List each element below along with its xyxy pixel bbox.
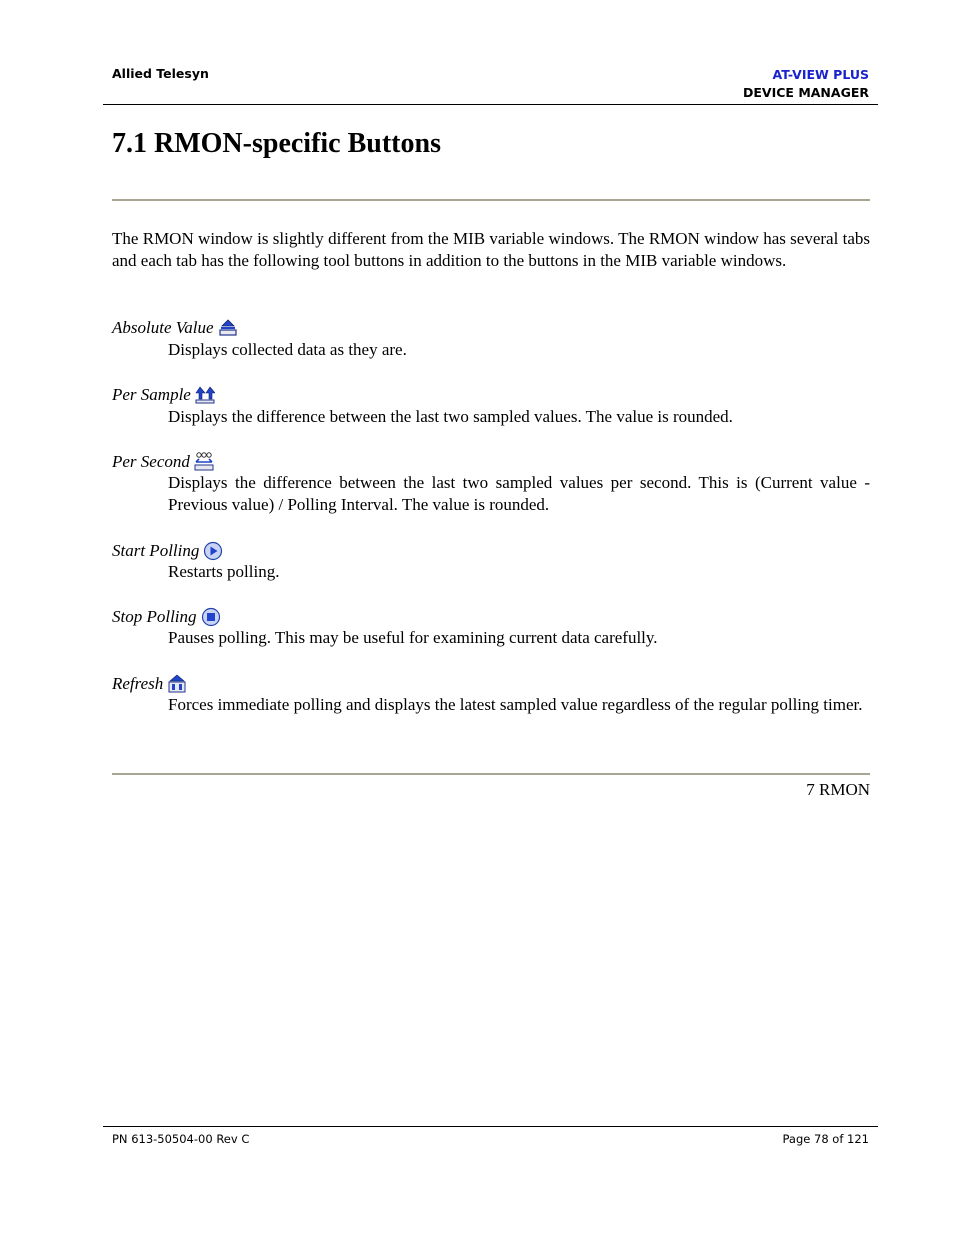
desc-absolute-value: Displays collected data as they are.	[168, 340, 407, 359]
term-per-second	[112, 451, 214, 472]
desc-stop-polling: Pauses polling. This may be useful for examining current data carefully.	[168, 628, 658, 647]
term-label: Stop Polling	[112, 607, 197, 626]
section-rule	[112, 773, 870, 775]
term-stop-polling	[112, 606, 221, 627]
term-label: Start Polling	[112, 541, 200, 560]
term-label: Per Second	[112, 452, 190, 471]
term-per-sample	[112, 384, 215, 405]
desc-per-sample: Displays the difference between the last two sampled values. The value is rounded.	[168, 407, 733, 426]
refresh-icon	[167, 674, 187, 694]
stop-polling-icon	[201, 607, 221, 627]
header-company: Allied Telesyn	[112, 66, 209, 81]
term-start-polling	[112, 540, 223, 561]
header-section: DEVICE MANAGER	[743, 85, 869, 100]
desc-start-polling: Restarts polling.	[168, 562, 280, 581]
desc-refresh: Forces immediate polling and displays the latest sampled value regardless of the regular polling timer.	[168, 695, 863, 714]
footer-page-number: Page 78 of 121	[782, 1132, 869, 1146]
per-sample-icon	[195, 385, 215, 405]
page-title: 7.1 RMON-specific Buttons	[112, 128, 441, 159]
header-product: AT-VIEW PLUS	[772, 67, 869, 82]
header-rule	[103, 104, 878, 105]
section-label: 7 RMON	[806, 780, 870, 799]
title-rule	[112, 199, 870, 201]
absolute-value-icon	[218, 318, 238, 338]
header-right	[743, 66, 869, 102]
desc-per-second: Displays the difference between the last two sampled values per second. This is (Current value - Previous value) / Polling Interval. The value is rounded.	[168, 473, 870, 514]
per-second-icon	[194, 452, 214, 472]
term-label: Per Sample	[112, 385, 191, 404]
term-absolute-value	[112, 317, 238, 338]
term-refresh	[112, 673, 187, 694]
footer-part-number: PN 613-50504-00 Rev C	[112, 1132, 250, 1146]
start-polling-icon	[203, 541, 223, 561]
term-label: Refresh	[112, 674, 164, 693]
intro-paragraph: The RMON window is slightly different from the MIB variable windows. The RMON window has several tabs and each tab has the following tool buttons in addition to the buttons in the MIB variable windows.	[112, 229, 870, 270]
term-label: Absolute Value	[112, 318, 214, 337]
footer-rule	[103, 1126, 878, 1127]
